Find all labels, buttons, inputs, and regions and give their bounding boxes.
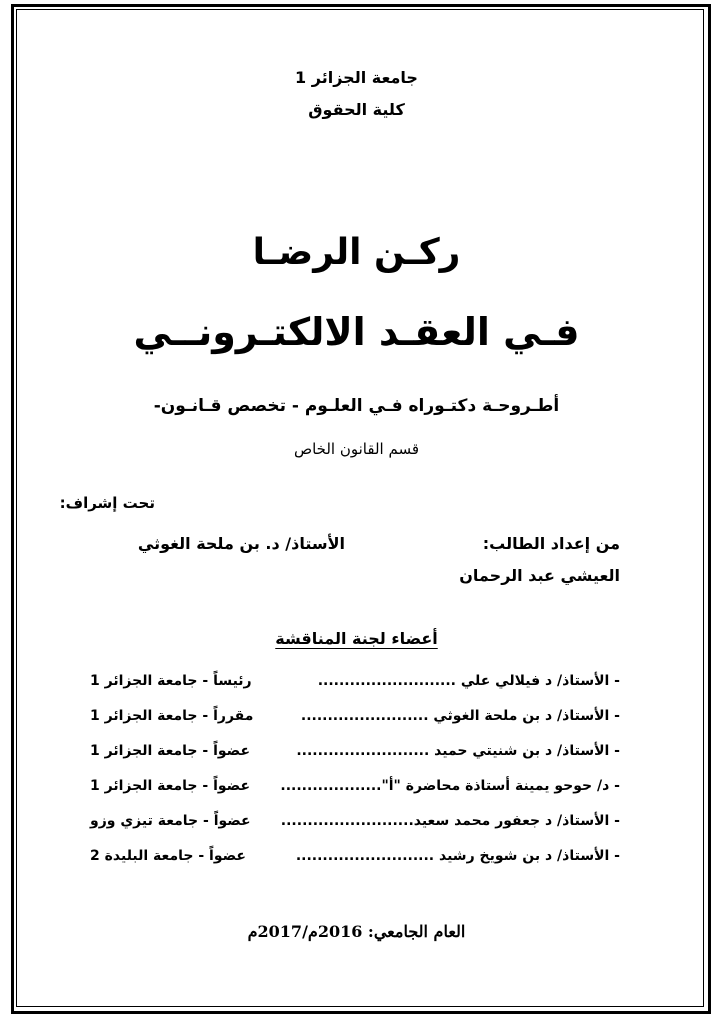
member-name: - الأستاذ/ د فيلالي علي .......................... <box>317 673 620 689</box>
member-name: - د/ حوحو يمينة أستاذة محاضرة "أ"................... <box>280 778 620 794</box>
member-role: مقرراً - جامعة الجزائر 1 <box>90 708 254 724</box>
student-name: العيشي عبد الرحمان <box>459 566 620 585</box>
member-name: - الأستاذ/ د بن شنيتي حميد ......................... <box>296 743 620 759</box>
committee-member <box>90 666 620 701</box>
faculty-name: كلية الحقوق <box>308 100 405 119</box>
member-role: عضواً - جامعة تيزي وزو <box>90 813 251 829</box>
committee-member <box>90 806 620 841</box>
supervision-label: تحت إشراف: <box>59 494 155 512</box>
committee-member <box>90 736 620 771</box>
supervisor-name: الأستاذ/ د. بن ملحة الغوثي <box>137 534 345 553</box>
member-role: رئيساً - جامعة الجزائر 1 <box>90 673 252 689</box>
committee-member <box>90 701 620 736</box>
thesis-subtitle: أطـروحـة دكتـوراه فـي العلـوم - تخصص قـانـون- <box>153 396 560 416</box>
department-name: قسم القانون الخاص <box>293 440 420 458</box>
committee-member <box>90 841 620 876</box>
thesis-title-line1: ركـن الرضـا <box>252 232 461 273</box>
member-name: - الأستاذ/ د بن شويخ رشيد .......................... <box>295 848 620 864</box>
member-name: - الأستاذ/ د بن ملحة الغوثي ........................ <box>300 708 620 724</box>
committee-member <box>90 771 620 806</box>
member-role: عضواً - جامعة الجزائر 1 <box>90 778 251 794</box>
thesis-title-line2: فـي العقـد الالكتـرونــي <box>133 310 580 354</box>
academic-year: العام الجامعي: 2016م/2017م <box>247 922 466 941</box>
member-role: عضواً - جامعة الجزائر 1 <box>90 743 251 759</box>
university-name: جامعة الجزائر 1 <box>295 68 418 87</box>
committee-heading: أعضاء لجنة المناقشة <box>275 629 438 648</box>
committee-list <box>90 666 620 876</box>
member-role: عضواً - جامعة البليدة 2 <box>90 848 246 864</box>
student-label: من إعداد الطالب: <box>482 534 620 553</box>
member-name: - الأستاذ/ د جعفور محمد سعيد......................... <box>280 813 620 829</box>
